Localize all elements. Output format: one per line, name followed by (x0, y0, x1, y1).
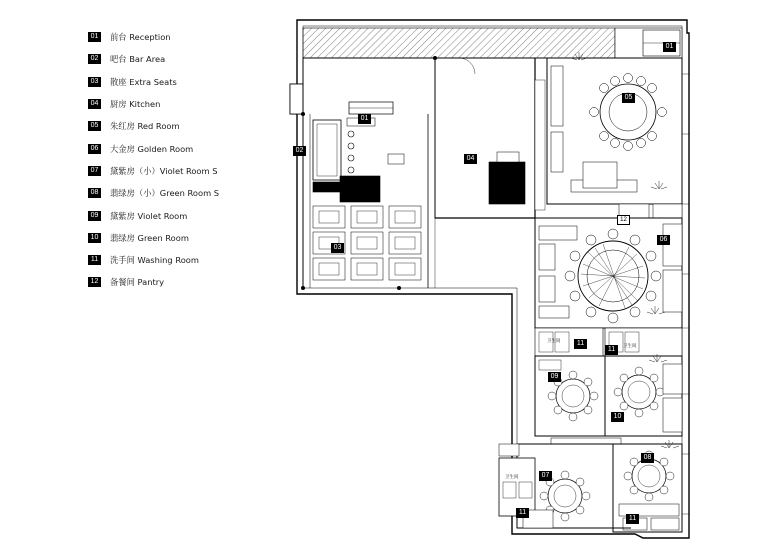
plan-tag-12: 12 (617, 215, 630, 225)
legend-item (88, 93, 273, 115)
legend-item (88, 137, 273, 159)
plan-tag-11-b: 11 (605, 345, 618, 355)
legend-number: 09 (88, 211, 101, 221)
legend-number: 12 (88, 277, 101, 287)
plan-tag-07: 07 (539, 471, 552, 481)
legend-number: 05 (88, 121, 101, 131)
floor-plan-drawing (283, 14, 765, 542)
legend-item (88, 227, 273, 249)
legend-label: 前台 Reception (110, 32, 171, 43)
legend-number: 04 (88, 99, 101, 109)
legend-item (88, 204, 273, 226)
legend-label: 备餐间 Pantry (110, 277, 165, 288)
plan-tag-01-entry: 01 (663, 42, 676, 52)
legend-item (88, 182, 273, 204)
legend-item (88, 48, 273, 70)
legend-number: 11 (88, 255, 101, 265)
legend-label: 朱红房 Red Room (110, 121, 180, 132)
plan-tag-05: 05 (622, 93, 635, 103)
legend-label: 散座 Extra Seats (110, 76, 177, 87)
plan-tag-03: 03 (331, 243, 344, 253)
legend-label: 吧台 Bar Area (110, 54, 166, 65)
legend-item (88, 160, 273, 182)
plan-tag-02: 02 (293, 146, 306, 156)
legend-number: 07 (88, 166, 101, 176)
plan-tag-10: 10 (611, 412, 624, 422)
legend-number: 02 (88, 54, 101, 64)
wc-label-1: 卫生间 (547, 339, 561, 344)
wc-label-2: 卫生间 (623, 344, 637, 349)
legend-label: 黛紫房（小）Violet Room S (110, 165, 218, 176)
plan-tag-11-a: 11 (574, 339, 587, 349)
legend-number: 08 (88, 188, 101, 198)
legend-item (88, 26, 273, 48)
legend-number: 01 (88, 32, 101, 42)
legend-item (88, 71, 273, 93)
legend-label: 厨房 Kitchen (110, 99, 161, 110)
plan-tag-11-c: 11 (516, 508, 529, 518)
wc-label-3: 卫生间 (505, 475, 519, 480)
legend-label: 洗手间 Washing Room (110, 255, 199, 266)
legend (88, 26, 273, 294)
plan-tag-04: 04 (464, 154, 477, 164)
plan-tag-11-d: 11 (626, 514, 639, 524)
plan-tag-06: 06 (657, 235, 670, 245)
legend-label: 翡绿房（小）Green Room S (110, 188, 220, 199)
plan-tag-09: 09 (548, 372, 561, 382)
legend-number: 06 (88, 144, 101, 154)
legend-label: 翡绿房 Green Room (110, 232, 189, 243)
floor-plan-svg (283, 14, 765, 542)
legend-number: 10 (88, 233, 101, 243)
legend-label: 黛紫房 Violet Room (110, 210, 188, 221)
legend-item (88, 271, 273, 293)
legend-number: 03 (88, 77, 101, 87)
legend-item (88, 249, 273, 271)
plan-tag-01: 01 (358, 114, 371, 124)
plan-tag-08: 08 (641, 453, 654, 463)
legend-label: 大金房 Golden Room (110, 143, 194, 154)
legend-item (88, 115, 273, 137)
